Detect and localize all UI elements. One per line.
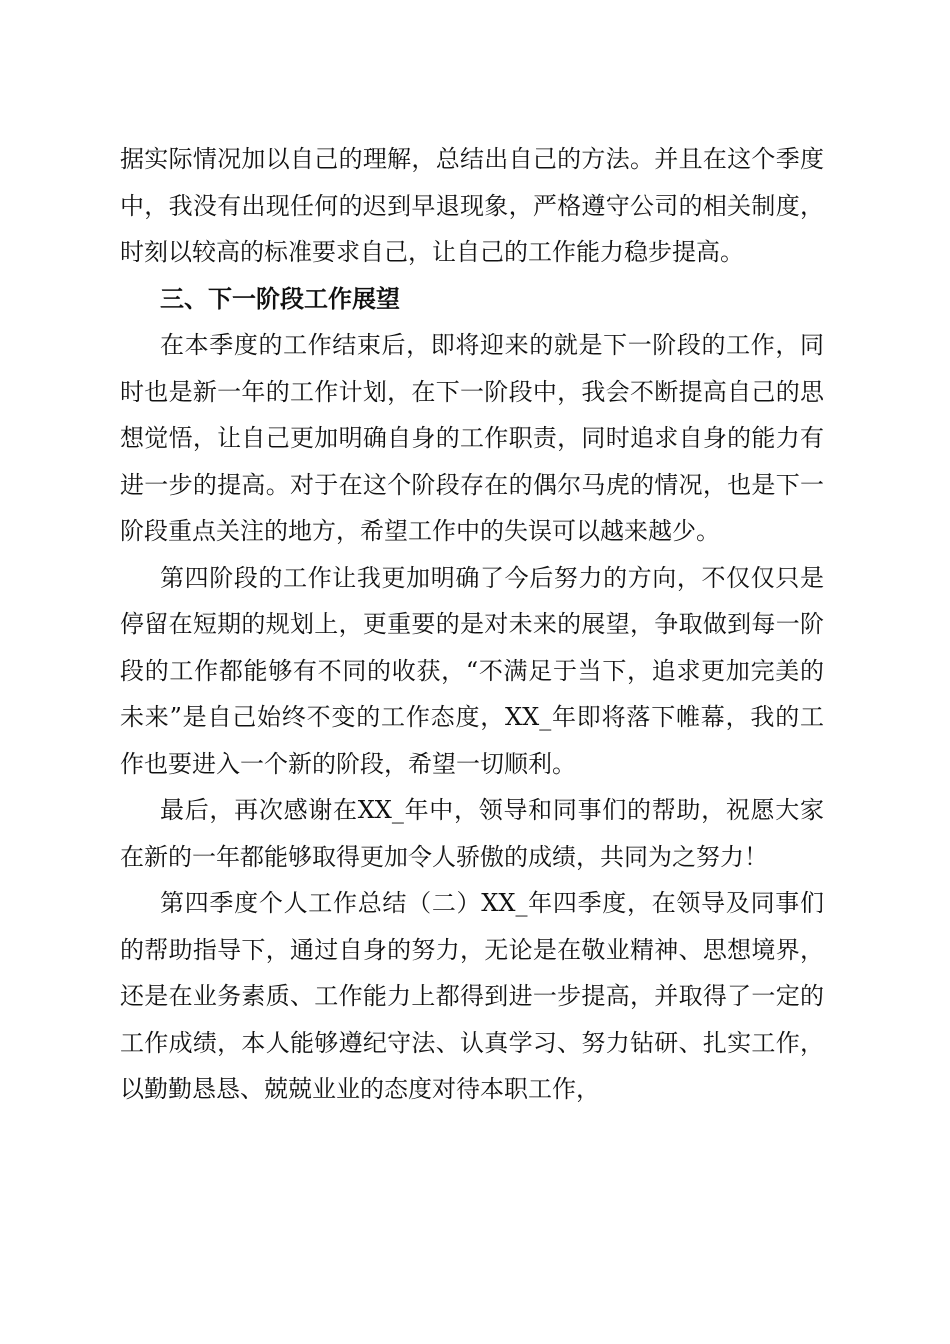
paragraph-continued: 据实际情况加以自己的理解，总结出自己的方法。并且在这个季度中，我没有出现任何的迟到早退现象，严格遵守公司的相关制度，时刻以较高的标准要求自己，让自己的工作能力稳步提高。	[120, 145, 824, 266]
paragraph-next-stage: 在本季度的工作结束后，即将迎来的就是下一阶段的工作，同时也是新一年的工作计划，在下一阶段中，我会不断提高自己的思想觉悟，让自己更加明确自身的工作职责，同时追求自身的能力有进一步的提高。对于在这个阶段存在的偶尔马虎的情况，也是下一阶段重点关注的地方，希望工作中的失误可以越来越少。	[120, 331, 824, 545]
section-heading-outlook: 三、下一阶段工作展望	[160, 284, 400, 313]
document-body	[120, 136, 824, 1113]
paragraph-fourth-stage: 第四阶段的工作让我更加明确了今后努力的方向，不仅仅只是停留在短期的规划上，更重要的是对未来的展望，争取做到每一阶段的工作都能够有不同的收获，“不满足于当下，追求更加完美的未来”是自己始终不变的工作态度，XX_年即将落下帷幕，我的工作也要进入一个新的阶段，希望一切顺利。	[120, 563, 824, 778]
paragraph-summary-two: 第四季度个人工作总结（二）XX_年四季度，在领导及同事们的帮助指导下，通过自身的努力，无论是在敬业精神、思想境界，还是在业务素质、工作能力上都得到进一步提高，并取得了一定的工作成绩，本人能够遵纪守法、认真学习、努力钻研、扎实工作，以勤勤恳恳、兢兢业业的态度对待本职工作，	[120, 889, 824, 1103]
paragraph-thanks: 最后，再次感谢在XX_年中，领导和同事们的帮助，祝愿大家在新的一年都能够取得更加令人骄傲的成绩，共同为之努力！	[120, 796, 824, 871]
